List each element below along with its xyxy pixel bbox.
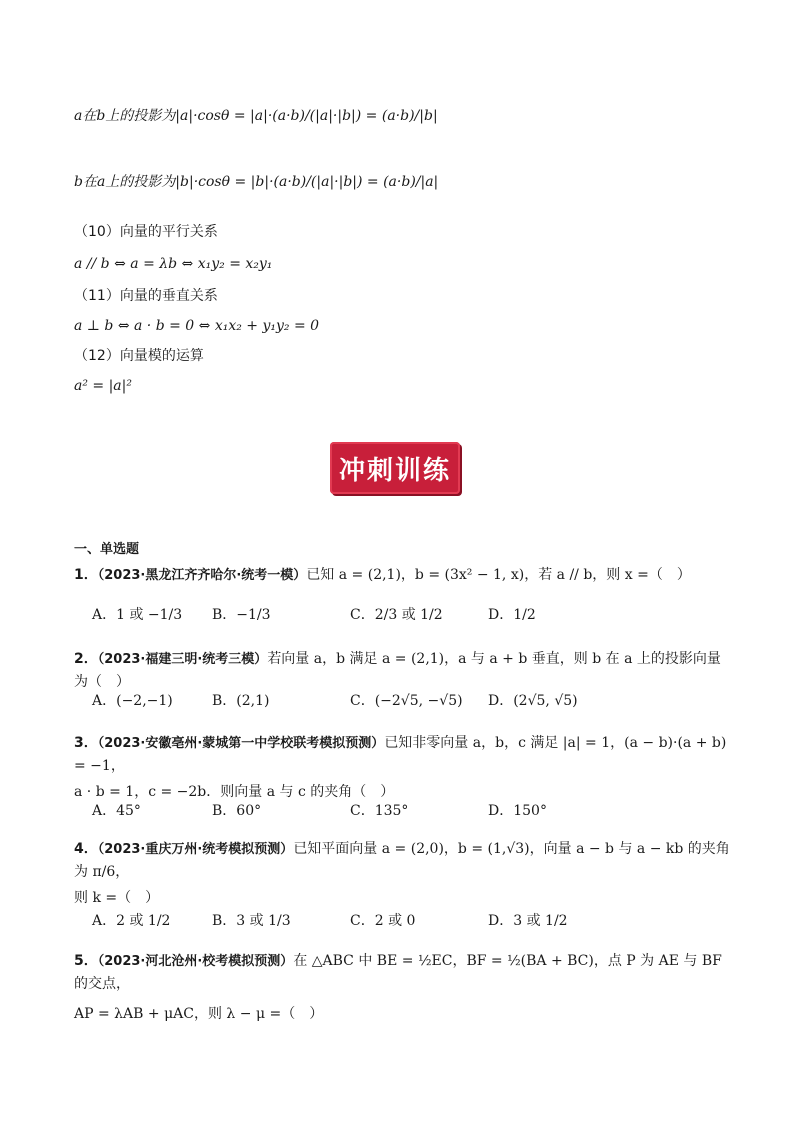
option-d[interactable]: D．3 或 1/2 (488, 913, 568, 929)
question-3-options (92, 800, 732, 826)
option-d[interactable]: D．150° (488, 803, 547, 819)
sprint-training-banner (330, 442, 460, 494)
formula-parallel: a // b ⇔ a = λb ⇔ x₁y₂ = x₂y₁ (74, 256, 273, 272)
formula-projection-a-on-b: a在b上的投影为|a|·cosθ = |a|·(a·b)/(|a|·|b|) = (a·b)/|b| (74, 108, 438, 124)
option-c[interactable]: C．135° (350, 803, 409, 819)
question-1-options (92, 604, 732, 630)
formula-perpendicular: a ⊥ b ⇔ a · b = 0 ⇔ x₁x₂ + y₁y₂ = 0 (74, 318, 320, 334)
banner-title: 冲刺训练 (338, 455, 451, 486)
option-b[interactable]: B．3 或 1/3 (212, 913, 291, 929)
option-a[interactable]: A．(−2,−1) (92, 693, 173, 709)
heading-modulus: （12）向量模的运算 (74, 348, 204, 364)
question-2-options (92, 690, 732, 716)
section-title: 一、单选题 (74, 542, 140, 557)
option-d[interactable]: D．(2√5, √5) (488, 693, 578, 709)
option-c[interactable]: C．2/3 或 1/2 (350, 607, 443, 623)
option-b[interactable]: B．−1/3 (212, 607, 271, 623)
formula-modulus: a² = |a|² (74, 378, 132, 394)
question-4: 4．（2023·重庆万州·统考模拟预测）已知平面向量 a = (2,0)，b = (1,√3)，向量 a − b 与 a − kb 的夹角为 π/6， 则 k =（ ） (74, 841, 730, 906)
question-1: 1．（2023·黑龙江齐齐哈尔·统考一模）已知 a = (2,1)，b = (3x² − 1, x)，若 a // b，则 x =（ ） (74, 567, 691, 583)
option-c[interactable]: C．(−2√5, −√5) (350, 693, 463, 709)
heading-perpendicular: （11）向量的垂直关系 (74, 288, 218, 304)
option-a[interactable]: A．45° (92, 803, 141, 819)
option-d[interactable]: D．1/2 (488, 607, 536, 623)
heading-parallel: （10）向量的平行关系 (74, 224, 218, 240)
question-4-options (92, 910, 732, 936)
option-b[interactable]: B．60° (212, 803, 262, 819)
question-3: 3．（2023·安徽亳州·蒙城第一中学校联考模拟预测）已知非零向量 a，b，c 满足 |a| = 1，(a − b)·(a + b) = −1， a · b = 1，c = −2b．则向量 a 与 c 的夹角（ ） (74, 735, 727, 800)
question-5: 5．（2023·河北沧州·校考模拟预测）在 △ABC 中 BE = ½EC，BF = ½(BA + BC)，点 P 为 AE 与 BF 的交点， AP = λAB + μAC，则 λ − μ =（ ） (74, 953, 722, 1022)
question-2: 2．（2023·福建三明·统考三模）若向量 a，b 满足 a = (2,1)，a 与 a + b 垂直，则 b 在 a 上的投影向量为（ ） (74, 651, 721, 690)
option-b[interactable]: B．(2,1) (212, 693, 270, 709)
formula-projection-b-on-a: b在a上的投影为|b|·cosθ = |b|·(a·b)/(|a|·|b|) = (a·b)/|a| (74, 174, 439, 190)
option-a[interactable]: A．2 或 1/2 (92, 913, 171, 929)
option-c[interactable]: C．2 或 0 (350, 913, 416, 929)
option-a[interactable]: A．1 或 −1/3 (92, 607, 183, 623)
